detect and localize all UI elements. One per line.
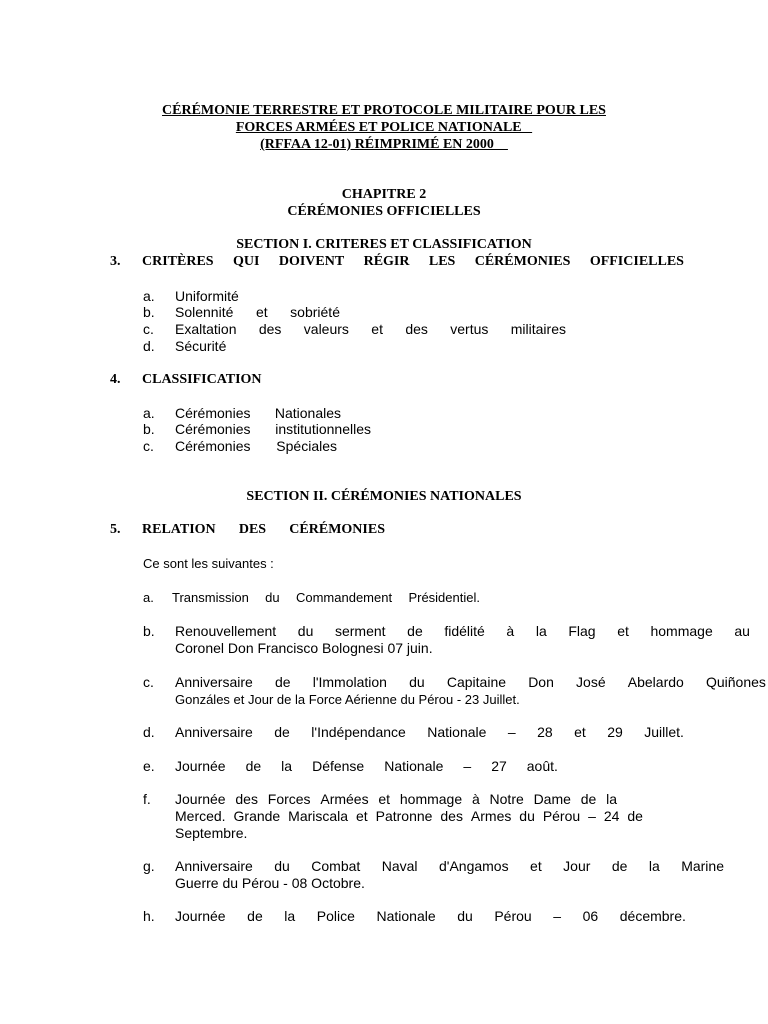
text-word: Nationales	[274, 405, 341, 421]
text-word: 06	[582, 908, 599, 924]
text-word: Naval	[381, 858, 418, 874]
text-word: Marine	[681, 858, 724, 874]
heading-word: DOIVENT	[278, 254, 345, 269]
text-word: RELATION	[142, 522, 216, 537]
text-word: Notre	[489, 791, 524, 807]
text-word: Mariscala	[288, 808, 349, 824]
item-4-number: 4.	[110, 372, 121, 387]
text-word: de	[627, 808, 643, 824]
list-marker: h.	[143, 908, 155, 924]
text-word: et	[617, 623, 629, 639]
text-word: Spéciales	[276, 438, 337, 454]
classification-item-institutionnelles	[175, 421, 371, 438]
text-word: Cérémonies	[175, 405, 251, 421]
list-marker: g.	[143, 858, 155, 874]
text-word: la	[535, 623, 547, 639]
item-3-number: 3.	[110, 254, 121, 269]
text-word: Grande	[233, 808, 281, 824]
heading-word: CRITÈRES	[142, 254, 214, 269]
text-word: Nationale	[384, 758, 444, 774]
text-word: de	[274, 674, 291, 690]
text-word: et	[356, 808, 368, 824]
text-word: serment	[334, 623, 386, 639]
text-word: du	[409, 674, 425, 690]
ceremony-item-g-line-1	[175, 858, 724, 875]
text-word: Flag	[568, 623, 596, 639]
criteria-item-solennite	[175, 304, 340, 321]
ceremony-item-c-line-2: Gonzáles et Jour de la Force Aérienne du Pérou - 23 Juillet.	[175, 692, 520, 707]
ceremony-item-b-line-2: Coronel Don Francisco Bolognesi 07 juin.	[175, 640, 433, 656]
text-word: Juillet.	[644, 724, 684, 740]
list-marker: f.	[143, 791, 151, 807]
ceremony-item-c-line-1	[175, 674, 766, 691]
list-marker: c.	[143, 321, 154, 337]
text-word: de	[247, 908, 263, 924]
text-word: Nationale	[376, 908, 436, 924]
text-word: Patronne	[375, 808, 433, 824]
intro-text: Ce sont les suivantes :	[143, 556, 274, 571]
text-word: décembre.	[619, 908, 686, 924]
text-word: Solennité	[175, 304, 234, 320]
heading-word: LES	[428, 254, 456, 269]
text-word: des	[258, 321, 282, 337]
text-word: à	[506, 623, 515, 639]
list-marker: c.	[143, 438, 154, 454]
text-word: au	[734, 623, 750, 639]
ceremony-item-a	[172, 589, 480, 606]
criteria-item-exaltation	[175, 321, 566, 338]
ceremony-item-h	[175, 908, 686, 925]
item-3-heading	[142, 253, 684, 270]
text-word: 28	[537, 724, 553, 740]
text-word: du	[265, 590, 280, 605]
text-word: des	[235, 791, 258, 807]
text-word: sobriété	[290, 304, 340, 320]
text-word: Défense	[312, 758, 365, 774]
criteria-item-securite: Sécurité	[175, 338, 227, 354]
list-marker: b.	[143, 421, 155, 437]
text-word: Forces	[267, 791, 311, 807]
classification-item-nationales	[175, 405, 341, 422]
section-2-title: SECTION II. CÉRÉMONIES NATIONALES	[246, 489, 522, 504]
text-word: de	[274, 724, 290, 740]
text-word: et	[371, 321, 383, 337]
text-word: Transmission	[172, 590, 249, 605]
item-5-number: 5.	[110, 522, 121, 537]
text-word: Cérémonies	[175, 421, 251, 437]
text-word: –	[507, 724, 516, 740]
text-word: hommage	[650, 623, 713, 639]
list-marker: e.	[143, 758, 155, 774]
text-word: du	[297, 623, 314, 639]
text-word: Pérou	[542, 808, 581, 824]
text-word: –	[463, 758, 472, 774]
text-word: Anniversaire	[175, 724, 253, 740]
heading-word: RÉGIR	[363, 254, 410, 269]
text-word: 27	[491, 758, 507, 774]
text-word: 29	[607, 724, 623, 740]
text-word: et	[378, 791, 391, 807]
chapter-number: CHAPITRE 2	[341, 187, 427, 202]
text-word: 24	[603, 808, 620, 824]
ceremony-item-f-line-2	[175, 808, 643, 825]
ceremony-item-f-line-1	[175, 791, 617, 808]
text-word: Armes	[470, 808, 512, 824]
text-word: et	[574, 724, 586, 740]
text-word: institutionnelles	[275, 421, 371, 437]
list-marker: b.	[143, 304, 155, 320]
list-marker: a.	[143, 288, 155, 304]
text-word: Combat	[311, 858, 361, 874]
text-word: des	[440, 808, 463, 824]
ceremony-item-b-line-1	[175, 623, 750, 640]
list-marker: d.	[143, 338, 155, 354]
text-word: Dame	[533, 791, 571, 807]
section-1-title: SECTION I. CRITERES ET CLASSIFICATION	[236, 237, 532, 252]
text-word: Exaltation	[175, 321, 237, 337]
text-word: août.	[526, 758, 558, 774]
text-word: et	[530, 858, 542, 874]
text-word: Renouvellement	[175, 623, 277, 639]
document-title-line-3: (RFFAA 12-01) RÉIMPRIMÉ EN 2000	[260, 137, 508, 152]
text-word: Pérou	[494, 908, 532, 924]
text-word: Armées	[320, 791, 369, 807]
list-marker: a.	[143, 405, 155, 421]
text-word: –	[553, 908, 562, 924]
heading-word: CÉRÉMONIES	[474, 254, 571, 269]
chapter-title: CÉRÉMONIES OFFICIELLES	[287, 204, 481, 219]
text-word: Journée	[175, 791, 226, 807]
item-5-heading	[142, 521, 385, 538]
text-word: Cérémonies	[175, 438, 251, 454]
item-4-heading: CLASSIFICATION	[142, 372, 262, 387]
text-word: Abelardo	[627, 674, 684, 690]
text-word: militaires	[510, 321, 566, 337]
text-word: du	[274, 858, 290, 874]
text-word: du	[457, 908, 473, 924]
text-word: Jour	[563, 858, 591, 874]
text-word: Présidentiel.	[408, 590, 480, 605]
text-word: l'Indépendance	[311, 724, 406, 740]
text-word: du	[519, 808, 535, 824]
text-word: à	[471, 791, 480, 807]
text-word: de	[245, 758, 262, 774]
text-word: Anniversaire	[175, 674, 253, 690]
text-word: la	[648, 858, 660, 874]
heading-word: QUI	[232, 254, 260, 269]
text-word: Police	[316, 908, 355, 924]
list-marker: c.	[143, 674, 154, 690]
text-word: Don	[528, 674, 554, 690]
text-word: vertus	[450, 321, 489, 337]
text-word: l'Immolation	[312, 674, 387, 690]
ceremony-item-g-line-2: Guerre du Pérou - 08 Octobre.	[175, 875, 365, 891]
text-word: DES	[238, 522, 267, 537]
text-word: Merced.	[175, 808, 226, 824]
text-word: des	[405, 321, 428, 337]
text-word: Journée	[175, 758, 226, 774]
text-word: hommage	[399, 791, 463, 807]
heading-word: OFFICIELLES	[589, 254, 684, 269]
ceremony-item-d	[175, 724, 684, 741]
text-word: José	[576, 674, 606, 690]
text-word: –	[588, 808, 596, 824]
text-word: la	[606, 791, 617, 807]
text-word: la	[281, 758, 293, 774]
text-word: Anniversaire	[175, 858, 253, 874]
text-word: la	[284, 908, 296, 924]
text-word: de	[407, 623, 423, 639]
list-marker: d.	[143, 724, 155, 740]
text-word: de	[611, 858, 628, 874]
list-marker: a.	[143, 590, 154, 605]
classification-item-speciales	[175, 438, 337, 455]
text-word: d'Angamos	[438, 858, 509, 874]
text-word: valeurs	[303, 321, 349, 337]
text-word: Capitaine	[446, 674, 507, 690]
text-word: Nationale	[427, 724, 487, 740]
text-word: Commandement	[295, 590, 393, 605]
criteria-item-uniformite: Uniformité	[175, 288, 239, 304]
text-word: fidélité	[444, 623, 485, 639]
ceremony-item-f-line-3: Septembre.	[175, 825, 248, 841]
ceremony-item-e	[175, 758, 558, 775]
text-word: de	[580, 791, 597, 807]
text-word: CÉRÉMONIES	[289, 522, 385, 537]
text-word: Journée	[175, 908, 226, 924]
text-word: et	[255, 304, 268, 320]
document-title-line-1: CÉRÉMONIE TERRESTRE ET PROTOCOLE MILITAIRE POUR LES	[162, 103, 606, 118]
document-title-line-2: FORCES ARMÉES ET POLICE NATIONALE	[235, 120, 533, 135]
list-marker: b.	[143, 623, 155, 639]
text-word: Quiñones	[705, 674, 766, 690]
